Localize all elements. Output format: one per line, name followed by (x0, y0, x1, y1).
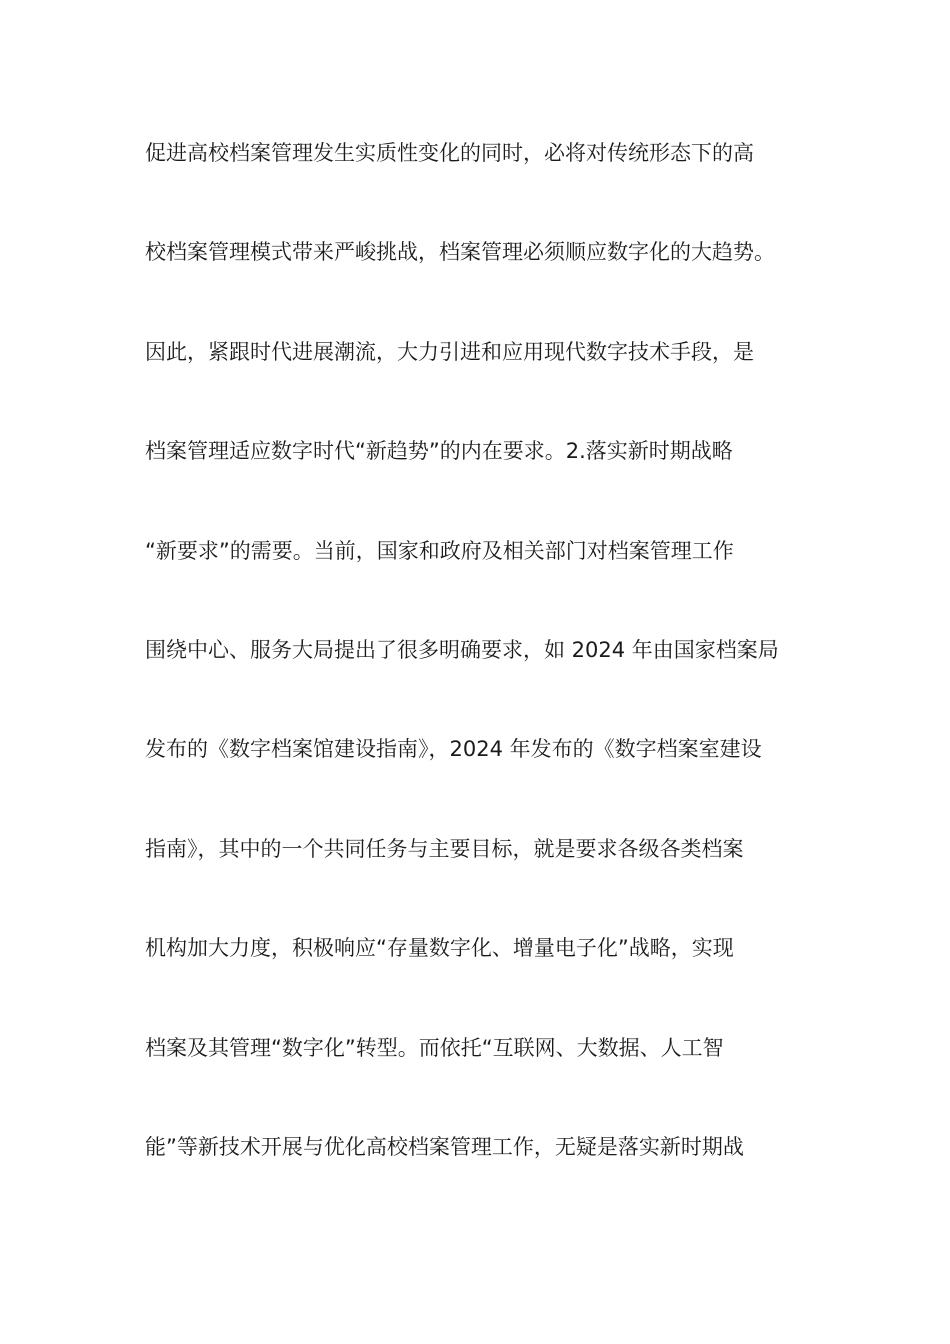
paragraph-line-1: 促进高校档案管理发生实质性变化的同时，必将对传统形态下的高 (145, 141, 754, 165)
paragraph-line-6: 围绕中心、服务大局提出了很多明确要求，如 2024 年由国家档案局 (145, 638, 779, 662)
paragraph-line-3: 因此，紧跟时代进展潮流，大力引进和应用现代数字技术手段，是 (145, 340, 754, 364)
paragraph-line-9: 机构加大力度，积极响应“存量数字化、增量电子化”战略，实现 (145, 936, 734, 960)
paragraph-line-4: 档案管理适应数字时代“新趋势”的内在要求。2.落实新时期战略 (145, 439, 733, 463)
paragraph-line-7: 发布的《数字档案馆建设指南》，2024 年发布的《数字档案室建设 (145, 737, 762, 761)
paragraph-line-11: 能”等新技术开展与优化高校档案管理工作，无疑是落实新时期战 (145, 1135, 744, 1159)
paragraph-line-8: 指南》，其中的一个共同任务与主要目标，就是要求各级各类档案 (145, 837, 744, 861)
paragraph-line-5: “新要求”的需要。当前，国家和政府及相关部门对档案管理工作 (145, 539, 734, 563)
paragraph-line-10: 档案及其管理“数字化”转型。而依托“互联网、大数据、人工智 (145, 1036, 724, 1060)
paragraph-line-2: 校档案管理模式带来严峻挑战，档案管理必须顺应数字化的大趋势。 (145, 240, 775, 264)
